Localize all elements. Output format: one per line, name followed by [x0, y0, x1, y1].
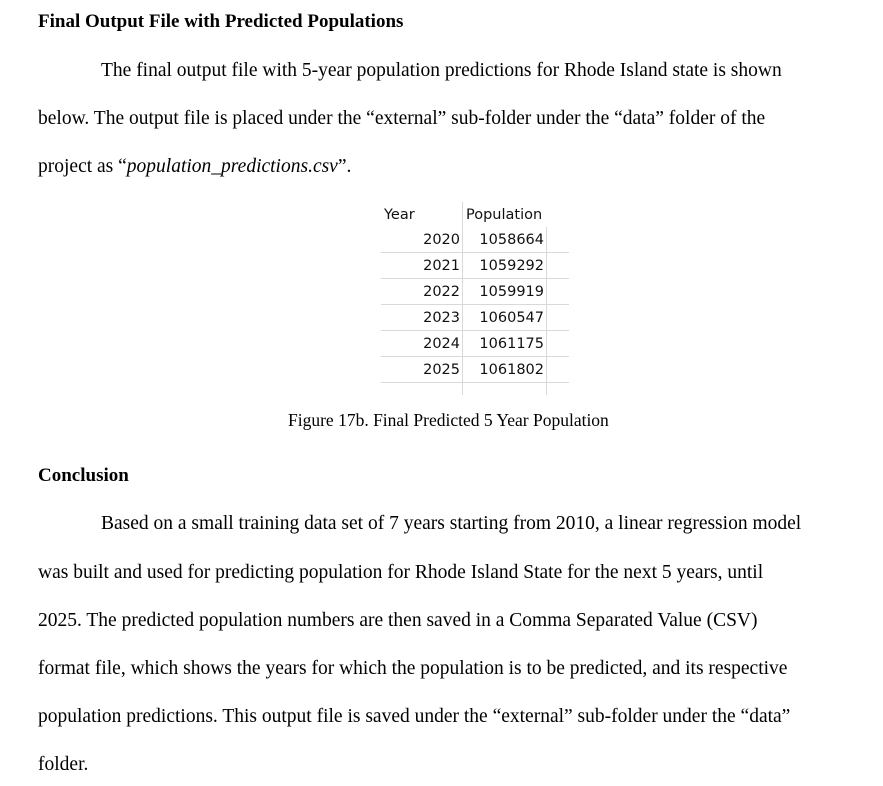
year-cell: 2022: [381, 279, 463, 304]
paragraph-text: ”.: [337, 156, 352, 177]
population-cell: 1059292: [463, 253, 547, 278]
table-row: [381, 253, 569, 279]
table-row: [381, 357, 569, 383]
paragraph-line: The final output file with 5-year population predictions for Rhode Island state is shown: [101, 60, 782, 81]
year-cell: 2021: [381, 253, 463, 278]
population-cell: 1059919: [463, 279, 547, 304]
paragraph-text: project as “: [38, 156, 127, 177]
table-header-row: [381, 202, 569, 227]
figure-caption: Figure 17b. Final Predicted 5 Year Population: [288, 410, 609, 430]
table-row: [381, 305, 569, 331]
paragraph-line: format file, which shows the years for which the population is to be predicted, and its respective: [38, 658, 788, 679]
year-cell: 2024: [381, 331, 463, 356]
population-table: [381, 202, 569, 395]
year-cell: 2023: [381, 305, 463, 330]
year-cell: 2025: [381, 357, 463, 382]
file-name: population_predictions.csv: [126, 156, 338, 177]
table-row: [381, 279, 569, 305]
table-row: [381, 227, 569, 253]
paragraph-line: population predictions. This output file is saved under the “external” sub-folder under the “data”: [38, 706, 791, 727]
year-cell: 2020: [381, 227, 463, 252]
population-cell: 1061175: [463, 331, 547, 356]
table-empty-row: [381, 383, 569, 395]
paragraph-line: Based on a small training data set of 7 years starting from 2010, a linear regression model: [101, 513, 802, 534]
paragraph-line: folder.: [38, 754, 89, 775]
empty-cell: [463, 383, 547, 395]
section-heading-conclusion: Conclusion: [38, 465, 129, 486]
paragraph-line: [38, 155, 351, 179]
population-cell: 1058664: [463, 227, 547, 252]
population-cell: 1060547: [463, 305, 547, 330]
population-cell: 1061802: [463, 357, 547, 382]
paragraph-line: below. The output file is placed under the “external” sub-folder under the “data” folder of the: [38, 108, 766, 129]
table-row: [381, 331, 569, 357]
column-header-year: Year: [381, 202, 463, 227]
column-header-population: Population: [466, 206, 543, 223]
paragraph-line: 2025. The predicted population numbers are then saved in a Comma Separated Value (CSV): [38, 610, 758, 631]
paragraph-line: was built and used for predicting population for Rhode Island State for the next 5 years, until: [38, 562, 764, 583]
empty-cell: [381, 383, 463, 395]
section-heading-output-file: Final Output File with Predicted Populations: [38, 11, 404, 32]
